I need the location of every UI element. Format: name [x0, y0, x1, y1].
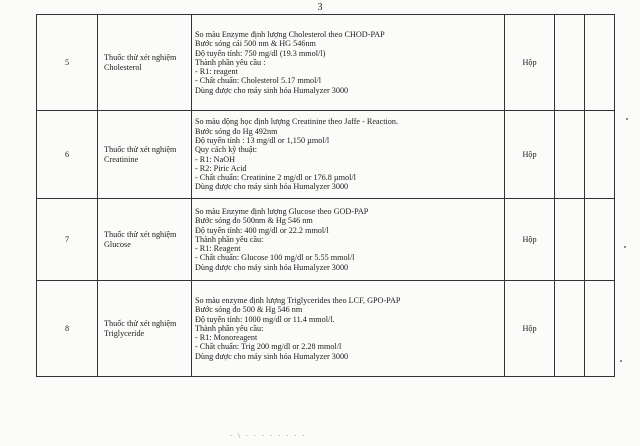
- empty-cell: [555, 15, 585, 111]
- product-name-line: Thuốc thử xét nghiệm: [104, 319, 177, 329]
- spec-line: - Chất chuẩn: Trig 200 mg/dl or 2.28 mmol/l: [195, 342, 342, 352]
- technical-spec-cell: [192, 15, 505, 111]
- spec-line: Bước sóng cái 500 nm & HG 546nm: [195, 39, 316, 49]
- technical-spec-cell: [192, 111, 505, 199]
- row-number: 5: [37, 15, 98, 111]
- spec-line: - Chất chuẩn: Glucose 100 mg/dl or 5.55 mmol/l: [195, 253, 355, 263]
- empty-cell: [555, 199, 585, 281]
- unit-cell: Hộp: [505, 15, 555, 111]
- spec-line: - Chất chuẩn: Creatinine 2 mg/dl or 176.8 µmol/l: [195, 173, 356, 183]
- table-row: [37, 15, 615, 111]
- row-number: 7: [37, 199, 98, 281]
- spec-line: - R1: reagent: [195, 67, 238, 77]
- reagent-spec-table: [36, 14, 615, 377]
- spec-line: - R1: NaOH: [195, 154, 236, 164]
- table-row: [37, 111, 615, 199]
- spec-line: Thành phần yêu cầu:: [195, 234, 264, 244]
- spec-line: Độ tuyến tính: 400 mg/dl or 22.2 mmol/l: [195, 225, 329, 235]
- product-name-line: Thuốc thử xét nghiệm: [104, 145, 177, 155]
- spec-line: Độ tuyến tính: 750 mg/dl (19.3 mmol/l): [195, 48, 326, 58]
- product-name-line: Creatinine: [104, 154, 139, 164]
- margin-mark: [624, 246, 626, 248]
- empty-cell: [585, 111, 615, 199]
- margin-mark: [620, 360, 622, 362]
- margin-mark: [626, 118, 628, 120]
- spec-line: So màu enzyme định lượng Triglycerides theo LCF, GPO-PAP: [195, 295, 401, 305]
- product-name-cell: [98, 111, 192, 199]
- spec-line: Bước sóng đo Hg 492nm: [195, 126, 278, 136]
- spec-line: Quy cách kỹ thuật:: [195, 145, 258, 155]
- footer-scan-artifact: · \ · · · · · · · ·: [230, 432, 307, 440]
- empty-cell: [555, 281, 585, 377]
- spec-line: - R1: Reagent: [195, 244, 241, 254]
- product-name-line: Glucose: [104, 239, 131, 249]
- product-name-line: Thuốc thử xét nghiệm: [104, 53, 177, 63]
- spec-line: - R2: Piric Acid: [195, 163, 247, 173]
- empty-cell: [585, 15, 615, 111]
- spec-line: Dùng được cho máy sinh hóa Humalyzer 3000: [195, 182, 349, 192]
- unit-cell: Hộp: [505, 199, 555, 281]
- spec-line: So màu Enzyme định lượng Cholesterol theo CHOD-PAP: [195, 29, 385, 39]
- row-number: 6: [37, 111, 98, 199]
- spec-line: - Chất chuẩn: Cholesterol 5.17 mmol/l: [195, 76, 321, 86]
- spec-line: So màu động học định lượng Creatinine theo Jaffe - Reaction.: [195, 117, 399, 127]
- technical-spec-cell: [192, 199, 505, 281]
- row-number: 8: [37, 281, 98, 377]
- table-row: [37, 199, 615, 281]
- empty-cell: [585, 199, 615, 281]
- technical-spec-cell: [192, 281, 505, 377]
- product-name-cell: [98, 15, 192, 111]
- spec-line: Dùng được cho máy sinh hóa Humalyzer 3000: [195, 351, 349, 361]
- unit-cell: Hộp: [505, 111, 555, 199]
- product-name-line: Thuốc thử xét nghiệm: [104, 230, 177, 240]
- empty-cell: [585, 281, 615, 377]
- page-number: 3: [317, 2, 323, 13]
- spec-line: Bước sóng đo 500 & Hg 546 nm: [195, 305, 303, 315]
- product-name-cell: [98, 281, 192, 377]
- spec-line: Độ tuyến tính: 1000 mg/dl or 11.4 mmol/l.: [195, 314, 335, 324]
- spec-line: Dùng được cho máy sinh hóa Humalyzer 3000: [195, 85, 349, 95]
- unit-cell: Hộp: [505, 281, 555, 377]
- spec-line: - R1: Monoreagent: [195, 333, 258, 343]
- product-name-cell: [98, 199, 192, 281]
- spec-line: Bước sóng đo 500nm & Hg 546 nm: [195, 216, 313, 226]
- empty-cell: [555, 111, 585, 199]
- spec-line: Thành phần yêu cầu:: [195, 323, 264, 333]
- spec-line: Thành phần yêu cầu :: [195, 57, 266, 67]
- spec-line: So màu Enzyme định lượng Glucose theo GOD-PAP: [195, 206, 369, 216]
- table-row: [37, 281, 615, 377]
- spec-line: Dùng được cho máy sinh hóa Humalyzer 3000: [195, 262, 349, 272]
- product-name-line: Triglyceride: [104, 328, 145, 338]
- spec-line: Độ tuyến tính : 13 mg/dl or 1,150 µmol/l: [195, 135, 330, 145]
- product-name-line: Cholesterol: [104, 62, 142, 72]
